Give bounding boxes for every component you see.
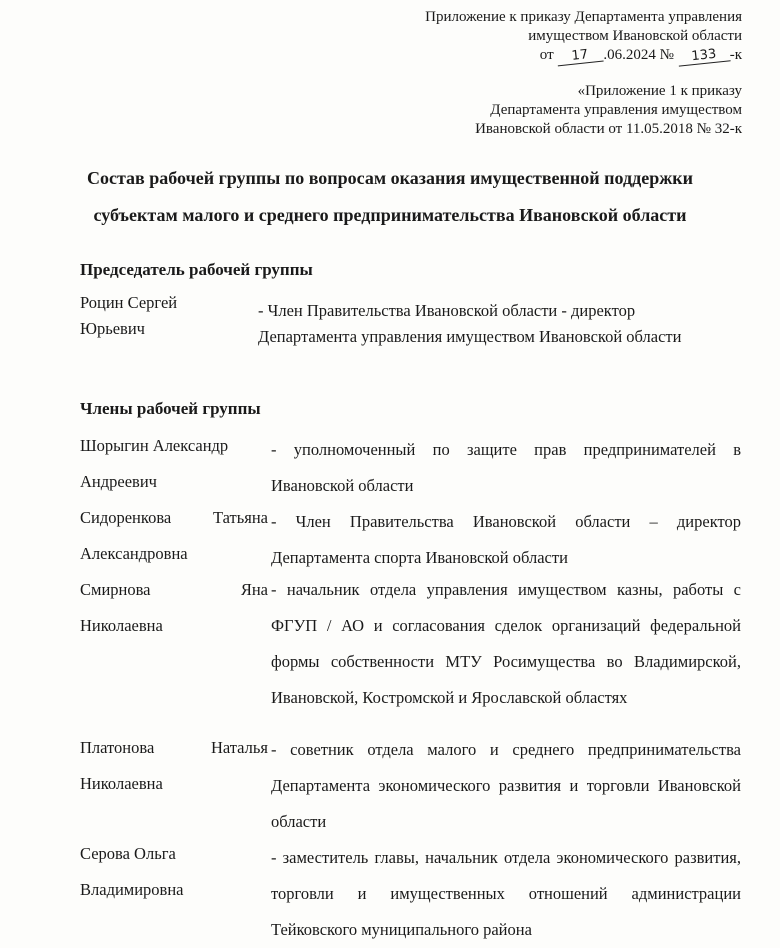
chair-role: - Член Правительства Ивановской области - директор Департамента управления имуществом Ивановской области	[258, 301, 682, 346]
member-role-3: - начальник отдела управления имуществом казны, работы с ФГУП / АО и согласования сделок организаций федеральной формы собственности МТУ Росимущества во Владимирской, Ивановской, Костромской и Ярославской областях	[271, 580, 741, 707]
date-suffix: .06.2024 №	[603, 47, 674, 63]
appendix-date-line	[425, 46, 742, 65]
member-role-1: - уполномоченный по защите прав предпринимателей в Ивановской области	[271, 440, 741, 495]
date-prefix: от	[539, 47, 554, 63]
member-name-4: Платонова Наталья Николаевна	[80, 738, 268, 793]
chair-heading: Председатель рабочей группы	[80, 260, 313, 279]
title-line-1: Состав рабочей группы по вопросам оказания имущественной поддержки	[86, 168, 693, 188]
quote-line-3: Ивановской области от 11.05.2018 № 32-к	[475, 121, 742, 137]
original-appendix-reference	[475, 82, 742, 139]
member-name-5: Серова Ольга Владимировна	[80, 844, 184, 899]
date-day-handwritten: 17	[557, 47, 604, 67]
appendix-header	[425, 8, 742, 65]
member-role-2: - Член Правительства Ивановской области – директор Департамента спорта Ивановской области	[271, 512, 741, 567]
chair-name: Роцин Сергей Юрьевич	[80, 293, 178, 338]
title-line-2: субъектам малого и среднего предпринимательства Ивановской области	[93, 205, 687, 225]
members-heading: Члены рабочей группы	[80, 399, 261, 418]
quote-line-1: «Приложение 1 к приказу	[577, 83, 742, 99]
member-name-1: Шорыгин Александр Андреевич	[80, 436, 229, 491]
order-number-handwritten: 133	[677, 46, 730, 66]
member-name-3: Смирнова Яна Николаевна	[80, 580, 268, 635]
member-role-5: - заместитель главы, начальник отдела экономического развития, торговли и имущественных отношений администрации Тейковского муниципального района	[271, 848, 741, 939]
quote-line-2: Департамента управления имуществом	[490, 102, 742, 118]
order-suffix: -к	[729, 47, 742, 63]
document-title	[0, 160, 780, 234]
appendix-line-1: Приложение к приказу Департамента управления	[425, 9, 742, 25]
appendix-line-2: имуществом Ивановской области	[528, 28, 742, 44]
member-name-2: Сидоренкова Татьяна Александровна	[80, 508, 268, 563]
member-role-4: - советник отдела малого и среднего предпринимательства Департамента экономического развития и торговли Ивановской области	[271, 740, 741, 831]
